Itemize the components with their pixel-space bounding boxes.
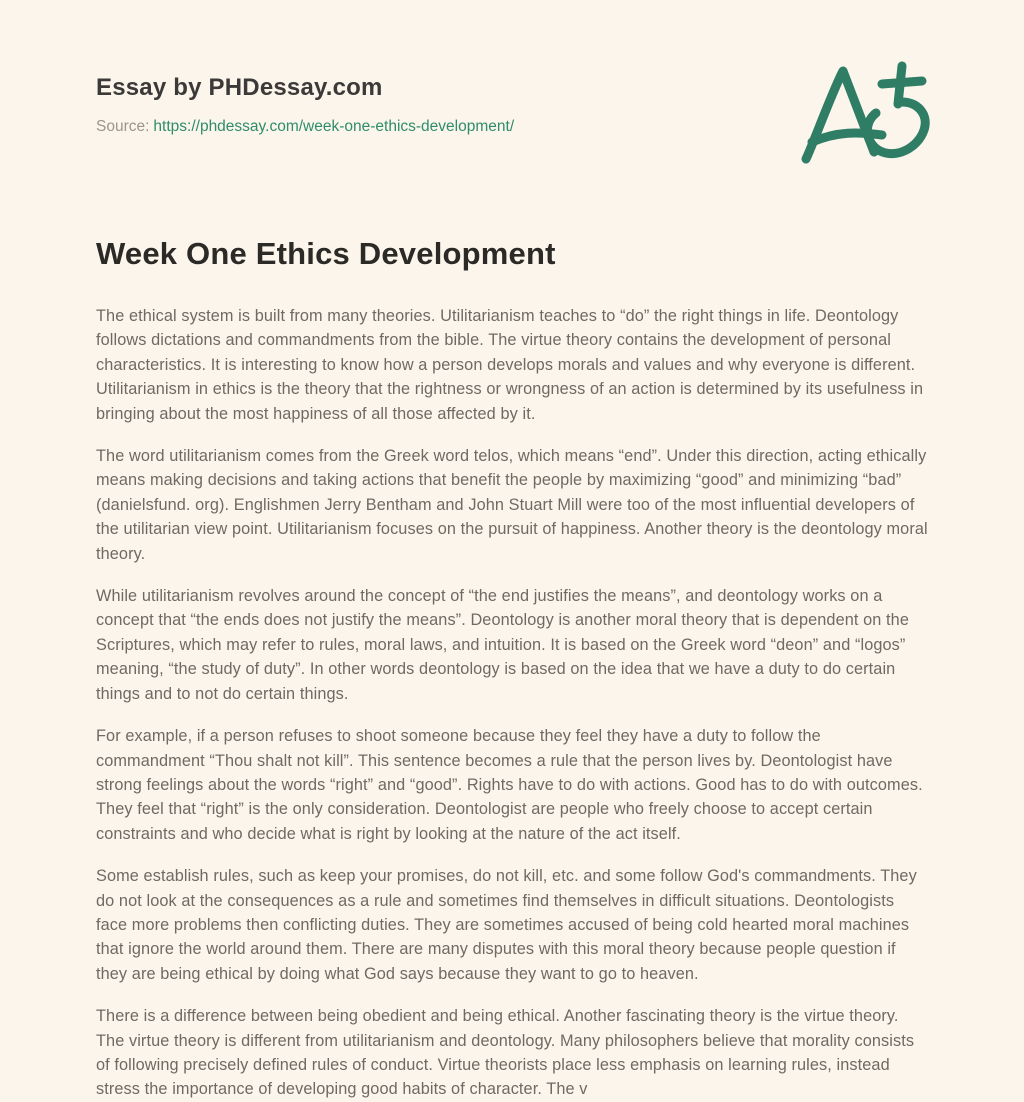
essay-paragraph: For example, if a person refuses to shoot someone because they feel they have a duty to follow the commandment “Thou shalt not kill”. This sentence becomes a rule that the person lives by. Deontologist have strong feelings about the words “right” and “good”. Rights have to do with actions. Good has to do with outcomes. They feel that “right” is the only consideration. Deontologist are people who freely choose to accept certain constraints and who decide what is right by looking at the nature of the act itself. [96,727,923,843]
source-line [96,118,514,136]
essay-paragraph: Some establish rules, such as keep your promises, do not kill, etc. and some follow God's commandments. They do not look at the consequences as a rule and sometimes find themselves in difficult situations. Deontologists face more problems then conflicting duties. They are sometimes accused of being cold hearted moral machines that ignore the world around them. There are many disputes with this moral theory because people question if they are being ethical by doing what God says because they want to go to heaven. [96,867,917,983]
brand-title: Essay by PHDessay.com [96,74,383,101]
header [96,58,928,170]
essay-page [96,0,928,1102]
essay-paragraph: The word utilitarianism comes from the Greek word telos, which means “end”. Under this direction, acting ethically means making decisions and taking actions that benefit the people by maximizing “good” and minimizing “bad” (danielsfund. org). Englishmen Jerry Bentham and John Stuart Mill were too of the most influential developers of the utilitarian view point. Utilitarianism focuses on the pursuit of happiness. Another theory is the deontology moral theory. [96,447,928,563]
page-title: Week One Ethics Development [96,236,556,271]
essay-paragraph: While utilitarianism revolves around the concept of “the end justifies the means”, and deontology works on a concept that “the ends does not justify the means”. Deontology is another moral theory that is dependent on the Scriptures, which may refer to rules, moral laws, and intuition. It is based on the Greek word “deon” and “logos” meaning, “the study of duty”. In other words deontology is based on the idea that we have a duty to do certain things and to not do certain things. [96,587,909,703]
essay-body [96,304,928,1102]
brand-block [96,58,514,136]
essay-paragraph: The ethical system is built from many theories. Utilitarianism teaches to “do” the right things in life. Deontology follows dictations and commandments from the bible. The virtue theory contains the development of personal characteristics. It is interesting to know how a person develops morals and values and why everyone is different. Utilitarianism in ethics is the theory that the rightness or wrongness of an action is determined by its usefulness in bringing about the most happiness of all those affected by it. [96,307,924,423]
essay-paragraph: There is a difference between being obedient and being ethical. Another fascinating theory is the virtue theory. The virtue theory is different from utilitarianism and deontology. Many philosophers believe that morality consists of following precisely defined rules of conduct. Virtue theorists place less emphasis on learning rules, instead stress the importance of developing good habits of character. The v [96,1007,915,1099]
a-plus-logo-icon [796,58,934,170]
source-link[interactable]: https://phdessay.com/week-one-ethics-development/ [153,118,515,135]
source-label: Source: [96,118,150,135]
